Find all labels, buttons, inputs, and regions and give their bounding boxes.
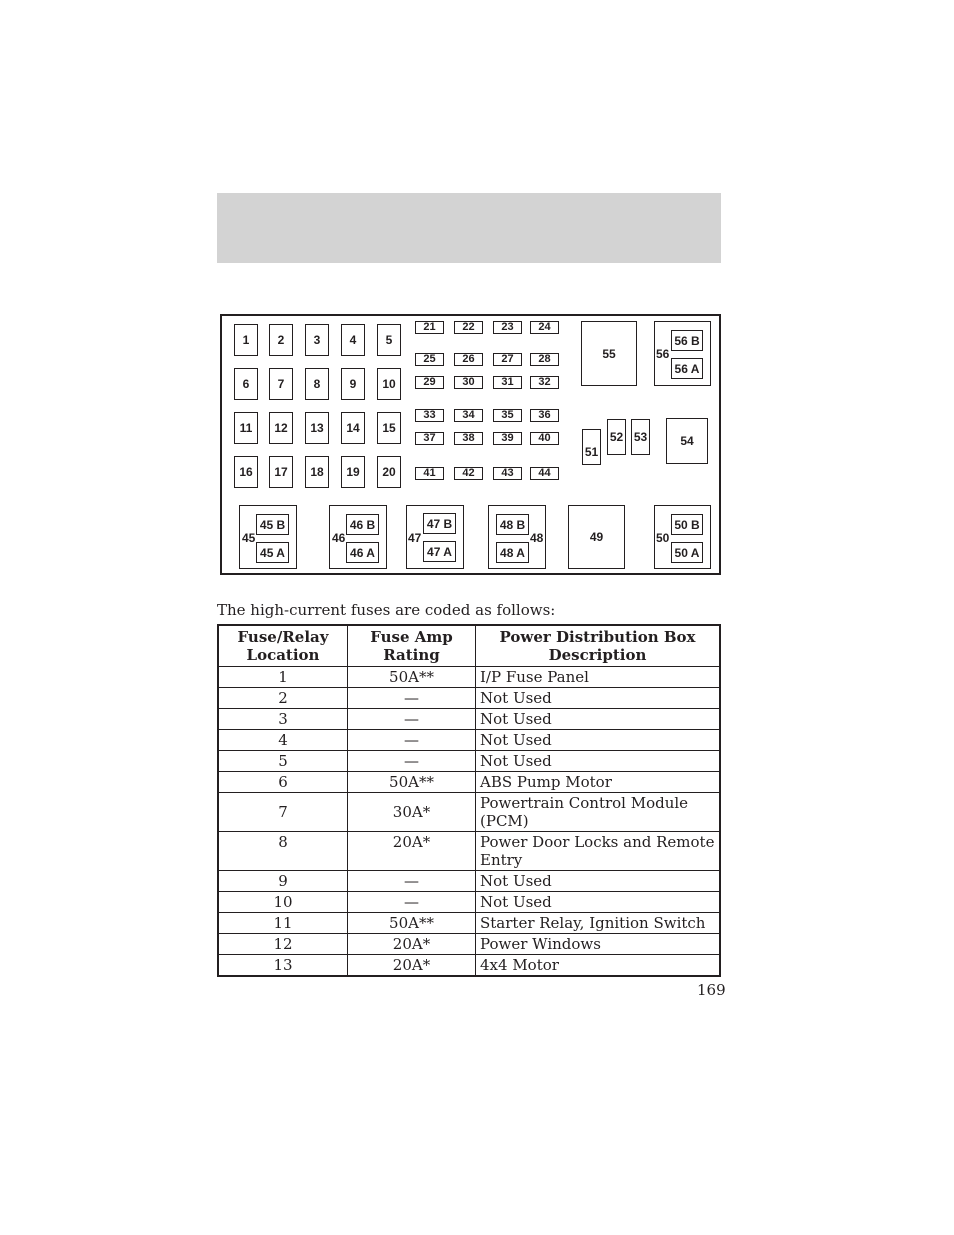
fuse-6: 6 (234, 368, 258, 400)
fuse-34: 34 (454, 409, 483, 422)
relay-47-label: 47 (408, 531, 422, 545)
table-row: 3 — Not Used (218, 709, 720, 730)
header-location: Fuse/Relay Location (218, 625, 348, 667)
relay-45-label: 45 (242, 531, 256, 545)
fuse-36: 36 (530, 409, 559, 422)
fuse-38: 38 (454, 432, 483, 445)
table-caption: The high-current fuses are coded as follows: (217, 601, 556, 619)
fuse-29: 29 (415, 376, 444, 389)
fuse-20: 20 (377, 456, 401, 488)
relay-46b: 46 B (346, 514, 379, 535)
relay-46-label: 46 (332, 531, 346, 545)
fuse-35: 35 (493, 409, 522, 422)
header-description: Power Distribution Box Description (476, 625, 721, 667)
fuse-16: 16 (234, 456, 258, 488)
fuse-8: 8 (305, 368, 329, 400)
table-row: 10 — Not Used (218, 892, 720, 913)
relay-56a: 56 A (671, 358, 703, 379)
fuse-22: 22 (454, 321, 483, 334)
fuse-32: 32 (530, 376, 559, 389)
fuse-1: 1 (234, 324, 258, 356)
relay-54: 54 (666, 418, 708, 464)
relay-48-label: 48 (530, 531, 544, 545)
table-row: 12 20A* Power Windows (218, 934, 720, 955)
fuse-43: 43 (493, 467, 522, 480)
fuse-37: 37 (415, 432, 444, 445)
relay-49: 49 (568, 505, 625, 569)
fuse-26: 26 (454, 353, 483, 366)
relay-46a: 46 A (346, 542, 379, 563)
fuse-39: 39 (493, 432, 522, 445)
fuse-44: 44 (530, 467, 559, 480)
fuse-10: 10 (377, 368, 401, 400)
fuse-33: 33 (415, 409, 444, 422)
fuse-27: 27 (493, 353, 522, 366)
fuse-40: 40 (530, 432, 559, 445)
fuse-30: 30 (454, 376, 483, 389)
fuse-box-diagram (220, 314, 721, 575)
fuse-17: 17 (269, 456, 293, 488)
fuse-table (217, 624, 721, 977)
relay-47a: 47 A (423, 541, 456, 562)
table-row: 1 50A** I/P Fuse Panel (218, 667, 720, 688)
fuse-15: 15 (377, 412, 401, 444)
fuse-42: 42 (454, 467, 483, 480)
fuse-51: 51 (582, 429, 601, 465)
table-row: 9 — Not Used (218, 871, 720, 892)
relay-50-label: 50 (656, 531, 670, 545)
relay-50b: 50 B (671, 514, 703, 535)
fuse-4: 4 (341, 324, 365, 356)
table-row: 13 20A* 4x4 Motor (218, 955, 720, 977)
table-row: 2 — Not Used (218, 688, 720, 709)
table-row: 4 — Not Used (218, 730, 720, 751)
fuse-28: 28 (530, 353, 559, 366)
fuse-3: 3 (305, 324, 329, 356)
relay-47b: 47 B (423, 513, 456, 534)
fuse-14: 14 (341, 412, 365, 444)
header-rating: Fuse Amp Rating (348, 625, 476, 667)
fuse-7: 7 (269, 368, 293, 400)
table-row: 7 30A* Powertrain Control Module (PCM) (218, 793, 720, 832)
table-row: 8 20A* Power Door Locks and Remote Entry (218, 832, 720, 871)
relay-48b: 48 B (496, 514, 529, 535)
fuse-11: 11 (234, 412, 258, 444)
page-number: 169 (697, 981, 726, 999)
relay-56b: 56 B (671, 330, 703, 351)
section-header-band (217, 193, 721, 263)
fuse-41: 41 (415, 467, 444, 480)
relay-48a: 48 A (496, 542, 529, 563)
fuse-24: 24 (530, 321, 559, 334)
table-row: 5 — Not Used (218, 751, 720, 772)
fuse-18: 18 (305, 456, 329, 488)
fuse-19: 19 (341, 456, 365, 488)
relay-45b: 45 B (256, 514, 289, 535)
fuse-2: 2 (269, 324, 293, 356)
fuse-31: 31 (493, 376, 522, 389)
fuse-12: 12 (269, 412, 293, 444)
fuse-53: 53 (631, 419, 650, 455)
fuse-13: 13 (305, 412, 329, 444)
fuse-52: 52 (607, 419, 626, 455)
relay-45a: 45 A (256, 542, 289, 563)
fuse-25: 25 (415, 353, 444, 366)
relay-55: 55 (581, 321, 637, 386)
relay-50a: 50 A (671, 542, 703, 563)
table-row: 11 50A** Starter Relay, Ignition Switch (218, 913, 720, 934)
fuse-23: 23 (493, 321, 522, 334)
relay-56-label: 56 (656, 347, 670, 361)
fuse-21: 21 (415, 321, 444, 334)
table-row: 6 50A** ABS Pump Motor (218, 772, 720, 793)
fuse-9: 9 (341, 368, 365, 400)
fuse-5: 5 (377, 324, 401, 356)
table-header-row (218, 625, 720, 667)
